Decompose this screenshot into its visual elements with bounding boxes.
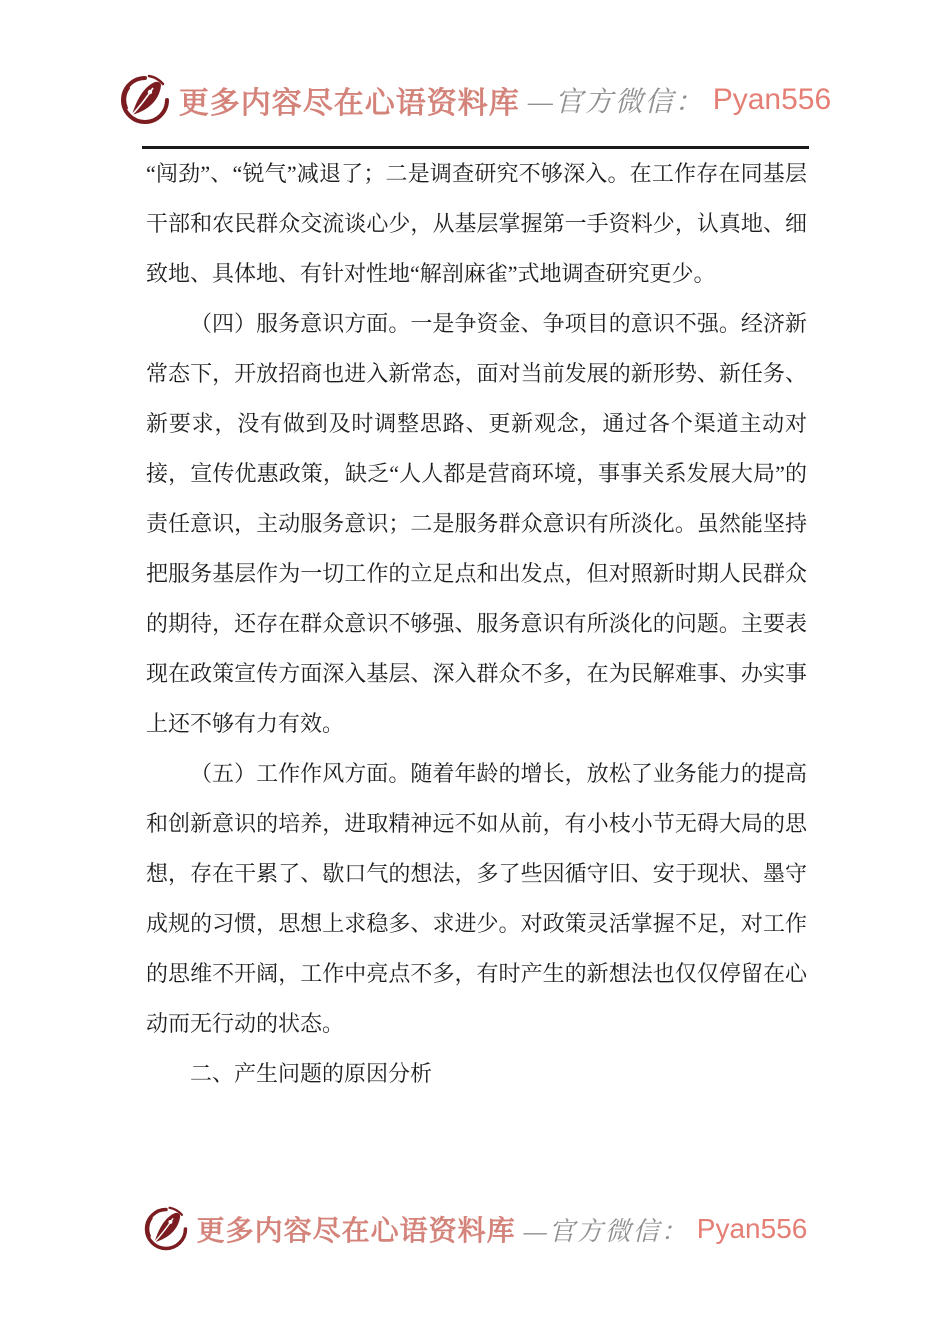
footer-watermark [0, 1206, 950, 1252]
wechat-label-text: 官方微信： [554, 87, 705, 118]
wechat-label-text: 官方微信： [548, 1216, 689, 1246]
wechat-id: Pyan556 [696, 1213, 808, 1244]
paragraph: （五）工作作风方面。随着年龄的增长，放松了业务能力的提高和创新意识的培养，进取精神远不如从前，有小枝小节无碍大局的思想，存在干累了、歇口气的想法，多了些因循守旧、安于现状、墨守成规的习惯，思想上求稳多、求进少。对政策灵活掌握不足，对工作的思维不开阔，工作中亮点不多，有时产生的新想法也仅仅停留在心动而无行动的状态。 [146, 761, 807, 1036]
paragraph: （四）服务意识方面。一是争资金、争项目的意识不强。经济新常态下，开放招商也进入新常态，面对当前发展的新形势、新任务、新要求，没有做到及时调整思路、更新观念，通过各个渠道主动对接，宣传优惠政策，缺乏“人人都是营商环境，事事关系发展大局”的责任意识，主动服务意识；二是服务群众意识有所淡化。虽然能坚持把服务基层作为一切工作的立足点和出发点，但对照新时期人民群众的期待，还存在群众意识不够强、服务意识有所淡化的问题。主要表现在政策宣传方面深入基层、深入群众不多，在为民解难事、办实事上还不够有力有效。 [146, 311, 807, 736]
paragraph: “闯劲”、“锐气”减退了；二是调查研究不够深入。在工作存在同基层干部和农民群众交流谈心少，从基层掌握第一手资料少，认真地、细致地、具体地、有针对性地“解剖麻雀”式地调查研究更少。 [146, 161, 807, 286]
brand-text: 更多内容尽在心语资料库 [178, 87, 520, 120]
brand-dash: — [523, 1216, 549, 1246]
pen-nib-swirl-logo-icon [143, 1206, 189, 1252]
wechat-label [528, 80, 705, 120]
document-body [146, 149, 807, 1099]
pen-nib-swirl-logo-icon [119, 74, 171, 126]
paragraph: 二、产生问题的原因分析 [190, 1061, 433, 1086]
brand-text: 更多内容尽在心语资料库 [196, 1216, 516, 1247]
header-watermark [0, 74, 950, 126]
wechat-id: Pyan556 [712, 83, 832, 116]
wechat-label [524, 1211, 689, 1248]
brand-dash: — [527, 87, 555, 118]
